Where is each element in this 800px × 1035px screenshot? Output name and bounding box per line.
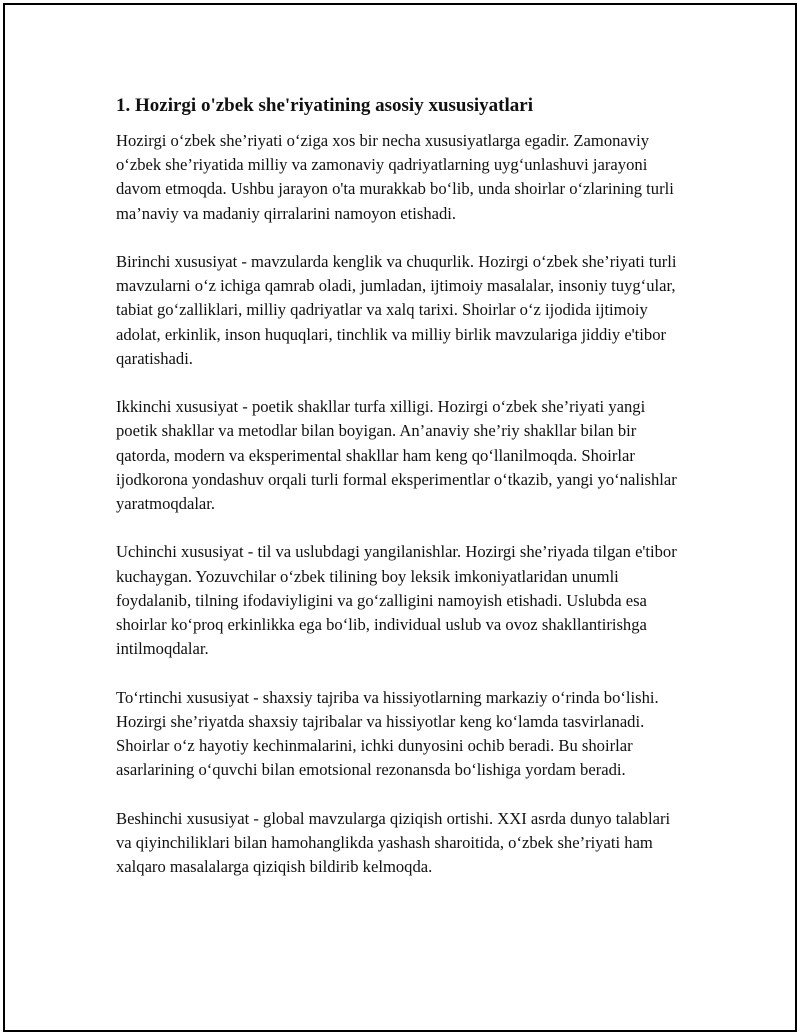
paragraph-feature-5: Beshinchi xususiyat - global mavzularga qiziqish ortishi. XXI asrda dunyo talablari va qiyinchiliklari bilan hamohanglikda yashash sharoitida, o‘zbek she’riyati ham xalqaro masalalarga qiziqish bildirib kelmoqda. xyxy=(116,808,671,877)
paragraph-feature-1: Birinchi xususiyat - mavzularda kenglik va chuqurlik. Hozirgi o‘zbek she’riyati turli mavzularni o‘z ichiga qamrab oladi, jumladan, ijtimoiy masalalar, insoniy tuyg‘ular, tabiat go‘zalliklari, milliy qadriyatlar va xalq tarixi. Shoirlar o‘z ijodida ijtimoiy adolat, erkinlik, inson huquqlari, tinchlik va milliy birlik mavzulariga jiddiy e'tibor qaratishadi. xyxy=(116,252,677,368)
paragraph-feature-4: To‘rtinchi xususiyat - shaxsiy tajriba va hissiyotlarning markaziy o‘rinda bo‘lishi. Hozirgi she’riyatda shaxsiy tajribalar va hissiyotlar keng ko‘lamda tasvirlanadi. Shoirlar o‘z hayotiy kechinmalarini, ichki dunyosini ochib beradi. Bu shoirlar asarlarining o‘quvchi bilan emotsional rezonansda bo‘lishiga yordam beradi. xyxy=(116,687,659,780)
paragraph-feature-2: Ikkinchi xususiyat - poetik shakllar turfa xilligi. Hozirgi o‘zbek she’riyati yangi poetik shakllar va metodlar bilan boyigan. An’anaviy she’riy shakllar bilan bir qatorda, modern va eksperimental shakllar ham keng qo‘llanilmoqda. Shoirlar ijodkorona yondashuv orqali turli formal eksperimentlar o‘tkazib, yangi yo‘nalishlar yaratmoqdalar. xyxy=(116,397,677,514)
document-body xyxy=(116,92,686,903)
paragraph-intro: Hozirgi o‘zbek she’riyati o‘ziga xos bir necha xususiyatlarga egadir. Zamonaviy o‘zbek she’riyatida milliy va zamonaviy qadriyatlarning uyg‘unlashuvi jarayoni davom etmoqda. Ushbu jarayon o'ta murakkab bo‘lib, unda shoirlar o‘zlarining turli ma’naviy va madaniy qirralarini namoyon etishadi. xyxy=(116,131,674,223)
paragraph-feature-3: Uchinchi xususiyat - til va uslubdagi yangilanishlar. Hozirgi she’riyada tilgan e'tibor kuchaygan. Yozuvchilar o‘zbek tilining boy leksik imkoniyatlaridan unumli foydalanib, tilning ifodaviyligini va go‘zalligini namoyish etishadi. Uslubda esa shoirlar ko‘proq erkinlikka ega bo‘lib, individual uslub va ovoz shakllantirishga intilmoqdalar. xyxy=(116,542,677,659)
document-title: 1. Hozirgi o'zbek she'riyatining asosiy xususiyatlari xyxy=(116,95,533,116)
